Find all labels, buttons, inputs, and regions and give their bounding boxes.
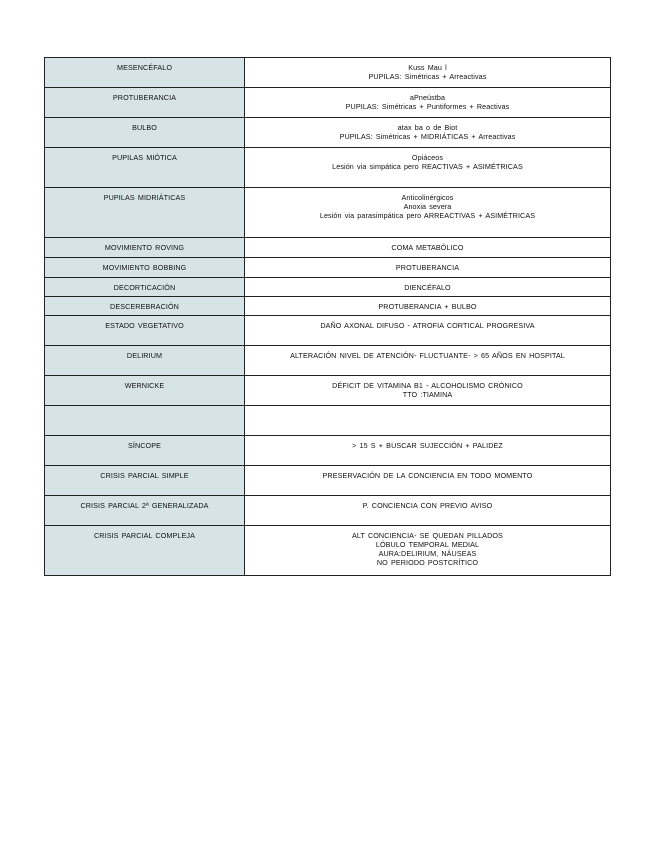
row-label [45,406,245,436]
table-row [45,58,611,88]
row-value [245,406,611,436]
row-value [245,88,611,118]
row-label: CRISIS PARCIAL COMPLEJA [45,526,245,576]
row-value [245,278,611,297]
row-value [245,526,611,576]
table-row [45,88,611,118]
row-label: PROTUBERANCIA [45,88,245,118]
value-line: LÓBULO TEMPORAL MEDIAL [375,540,480,549]
table-row [45,238,611,258]
row-label: DECORTICACIÓN [45,278,245,297]
value-line: AURA:DELIRIUM, NÁUSEAS [378,549,477,558]
value-line: P. CONCIENCIA CON PREVIO AVISO [362,501,493,510]
reference-table [44,57,611,576]
row-value [245,188,611,238]
table-row [45,297,611,316]
row-value [245,436,611,466]
table-row [45,406,611,436]
value-line: Opiáceos [411,153,444,162]
value-line: NO PERIODO POSTCRÍTICO [376,558,479,567]
table-row [45,436,611,466]
value-line: TTO :TIAMINA [402,390,453,399]
value-line: PUPILAS: Simétricas + MIDRIÁTICAS + Arreactivas [339,132,516,141]
table-row [45,258,611,278]
value-line: Anticolinérgicos [401,193,454,202]
row-value [245,346,611,376]
row-value [245,148,611,188]
row-label: DELIRIUM [45,346,245,376]
row-label: PUPILAS MIDRIÁTICAS [45,188,245,238]
row-label: DESCEREBRACIÓN [45,297,245,316]
value-line: Kuss Mau l [408,63,447,72]
table-row [45,316,611,346]
value-line: PRESERVACIÓN DE LA CONCIENCIA EN TODO MOMENTO [322,471,533,480]
table-row [45,466,611,496]
row-label: SÍNCOPE [45,436,245,466]
row-label: MOVIMIENTO BOBBING [45,258,245,278]
row-label: CRISIS PARCIAL SIMPLE [45,466,245,496]
table-row [45,188,611,238]
value-line: > 15 S + BUSCAR SUJECCIÓN + PALIDEZ [352,441,503,450]
table-row [45,148,611,188]
row-value [245,258,611,278]
row-label: WERNICKE [45,376,245,406]
row-value [245,316,611,346]
row-value [245,496,611,526]
value-line: Lesión via parasimpática pero ARREACTIVAS + ASIMÉTRICAS [319,211,536,220]
table-row [45,278,611,297]
row-label: BULBO [45,118,245,148]
table-row [45,346,611,376]
value-line: ALT CONCIENCIA- SE QUEDAN PILLADOS [352,531,503,540]
table-row [45,118,611,148]
row-label: MESENCÉFALO [45,58,245,88]
value-line: aPneústba [409,93,446,102]
row-value [245,118,611,148]
value-line: PROTUBERANCIA + BULBO [378,302,477,311]
value-line: PUPILAS: Simétricas + Puntiformes + Reactivas [345,102,510,111]
row-value [245,58,611,88]
table-row [45,496,611,526]
table-row [45,376,611,406]
value-line: DÉFICIT DE VITAMINA B1 - ALCOHOLISMO CRÓNICO [332,381,523,390]
value-line: Anoxia severa [403,202,452,211]
value-line: Lesión via simpática pero REACTIVAS + ASIMÉTRICAS [332,162,523,171]
row-label: PUPILAS MIÓTICA [45,148,245,188]
value-line: COMA METABÓLICO [391,243,464,252]
row-value [245,238,611,258]
row-value [245,376,611,406]
row-value [245,297,611,316]
row-label: MOVIMIENTO ROVING [45,238,245,258]
table-row [45,526,611,576]
value-line: PROTUBERANCIA [395,263,460,272]
value-line: DAÑO AXONAL DIFUSO - ATROFIA CORTICAL PROGRESIVA [320,321,535,330]
value-line: PUPILAS: Simétricas + Arreactivas [368,72,487,81]
value-line: DIENCÉFALO [404,283,451,292]
row-value [245,466,611,496]
value-line: ALTERACIÓN NIVEL DE ATENCIÓN- FLUCTUANTE- > 65 AÑOS EN HOSPITAL [290,351,565,360]
value-line: atax ba o de Biot [397,123,458,132]
row-label: CRISIS PARCIAL 2ª GENERALIZADA [45,496,245,526]
row-label: ESTADO VEGETATIVO [45,316,245,346]
